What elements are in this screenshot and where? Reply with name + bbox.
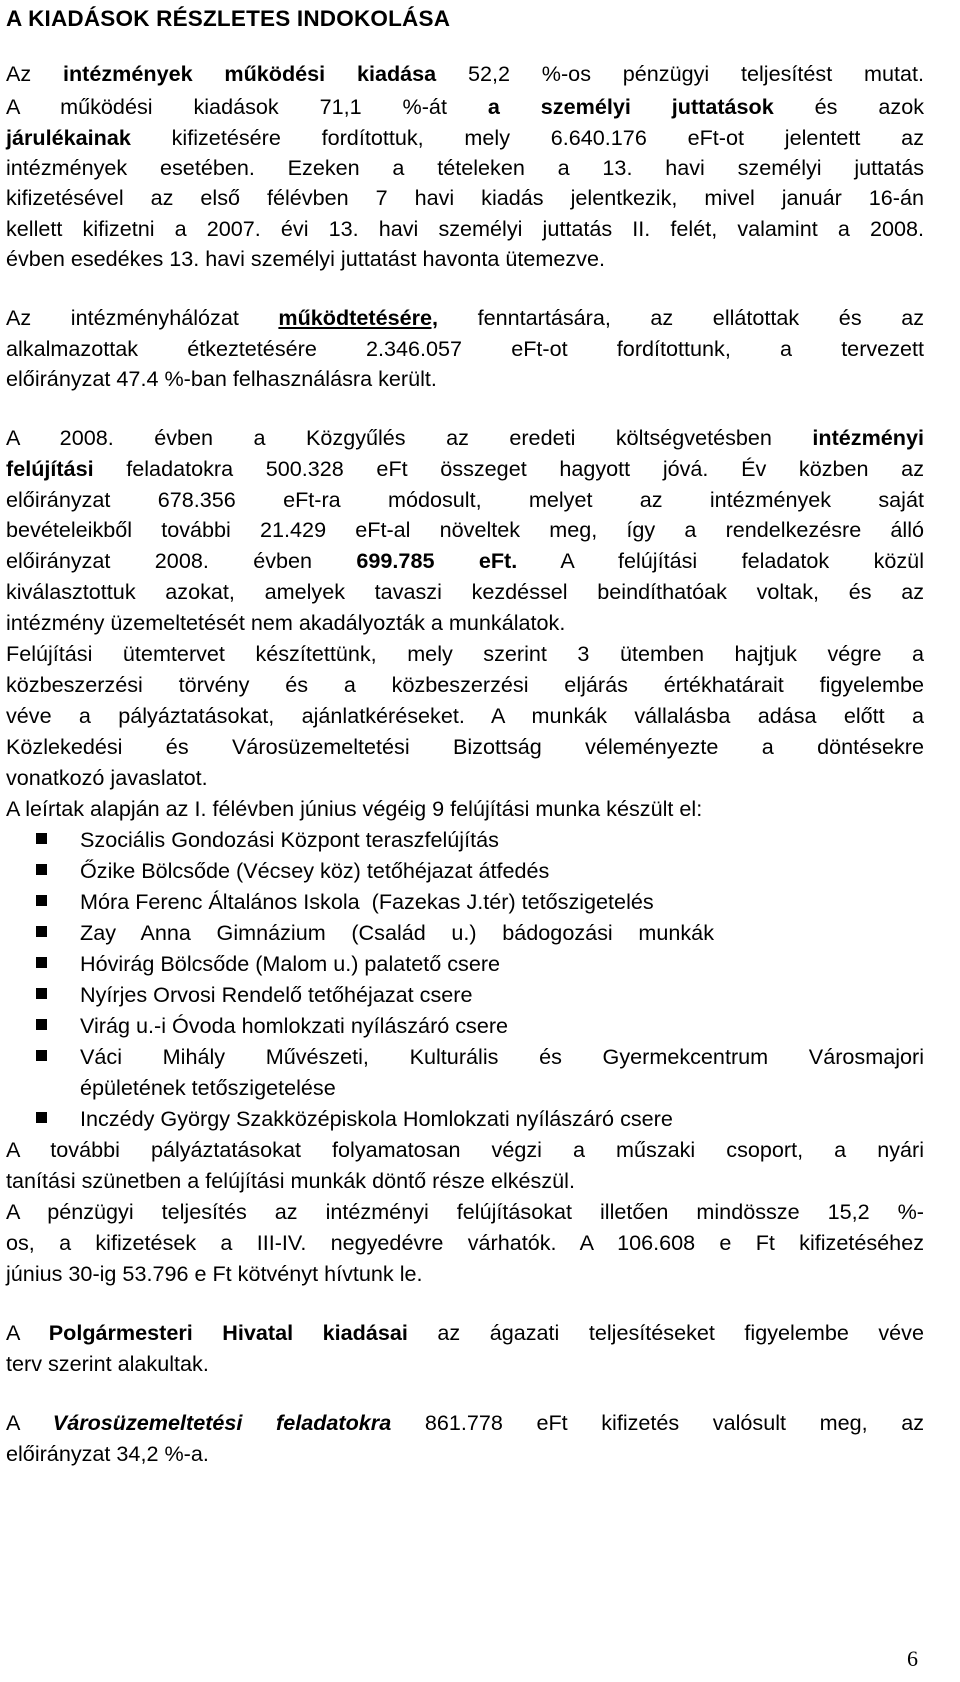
- page-number: 6: [907, 1646, 918, 1671]
- bullet-square-icon: [36, 864, 47, 875]
- bold-text: járulékainak: [6, 125, 131, 150]
- para6-line1: A pénzügyi teljesítés az intézményi felújításokat illetően mindössze 15,2 %-: [6, 1199, 924, 1224]
- text: 861.778 eFt kifizetés valósult meg, az: [391, 1410, 924, 1435]
- list-item: Virág u.-i Óvoda homlokzati nyílászáró csere: [80, 1013, 509, 1038]
- para1-line7: évben esedékes 13. havi személyi juttatást havonta ütemezve.: [6, 246, 605, 271]
- para6-line2: os, a kifizetések a III-IV. negyedévre várhatók. A 106.608 e Ft kifizetéséhez: [6, 1230, 924, 1255]
- text: Az intézményhálózat: [6, 305, 279, 330]
- para3-line4: bevételeikből további 21.429 eFt-al növeltek meg, így a rendelkezésre álló: [6, 517, 924, 542]
- list-item: Nyírjes Orvosi Rendelő tetőhéjazat csere: [80, 982, 473, 1007]
- list-item: Szociális Gondozási Központ teraszfelújítás: [80, 827, 499, 852]
- text: kifizetésére fordítottuk, mely 6.640.176 eFt-ot jelentett az: [130, 125, 924, 150]
- list-item: Móra Ferenc Általános Iskola (Fazekas J.tér) tetőszigetelés: [80, 889, 654, 914]
- para1-line6: kellett kifizetni a 2007. évi 13. havi személyi juttatás II. felét, valamint a 2008.: [6, 216, 924, 241]
- bullet-square-icon: [36, 1112, 47, 1123]
- section-heading: A KIADÁSOK RÉSZLETES INDOKOLÁSA: [6, 6, 451, 31]
- list-item: Őzike Bölcsőde (Vécsey köz) tetőhéjazat átfedés: [80, 858, 550, 883]
- para1-line1: [6, 63, 924, 85]
- para4-line3: véve a pályáztatásokat, ajánlatkéréseket. A munkák vállalásba adása előtt a: [6, 703, 924, 728]
- list-item: Hóvirág Bölcsőde (Malom u.) palatető csere: [80, 951, 501, 976]
- text: feladatokra 500.328 eFt összeget hagyott jóvá. Év közben az: [93, 456, 924, 481]
- para7-line1: [6, 1322, 924, 1344]
- para1-line4: intézmények esetében. Ezeken a tételeken a 13. havi személyi juttatás: [6, 155, 924, 180]
- para4-line4: Közlekedési és Városüzemeltetési Bizottság véleményezte a döntésekre: [6, 734, 924, 759]
- para8-line2: előirányzat 34,2 %-a.: [6, 1441, 209, 1466]
- text: A 2008. évben a Közgyűlés az eredeti költségvetésben: [6, 425, 813, 450]
- bold-text: 699.785 eFt.: [356, 548, 518, 573]
- para1-line3: [6, 127, 924, 149]
- list-item: Zay Anna Gimnázium (Család u.) bádogozási munkák: [80, 920, 714, 945]
- para4-line1: Felújítási ütemtervet készítettünk, mely szerint 3 ütemben hajtjuk végre a: [6, 641, 924, 666]
- list-item: Váci Mihály Művészeti, Kulturális és Gyermekcentrum Városmajori: [80, 1044, 924, 1069]
- bullet-square-icon: [36, 988, 47, 999]
- para7-line2: terv szerint alakultak.: [6, 1351, 209, 1376]
- bold-text: felújítási: [6, 456, 94, 481]
- bold-text: a személyi juttatások: [487, 94, 774, 119]
- para6-line3: június 30-ig 53.796 e Ft kötvényt hívtunk le.: [6, 1261, 423, 1286]
- text: A: [6, 1320, 49, 1345]
- text: és azok: [773, 94, 925, 119]
- para3-line7: intézmény üzemeltetését nem akadályozták a munkálatok.: [6, 610, 566, 635]
- para5-line2: tanítási szünetben a felújítási munkák döntő része elkészül.: [6, 1168, 575, 1193]
- bullet-square-icon: [36, 895, 47, 906]
- para1-line5: kifizetésével az első félévben 7 havi kiadás jelentkezik, mivel január 16-án: [6, 185, 924, 210]
- para3-line2: [6, 458, 924, 480]
- text: Az: [6, 61, 63, 86]
- text: A felújítási feladatok közül: [517, 548, 924, 573]
- bullet-square-icon: [36, 833, 47, 844]
- text: előirányzat 2008. évben: [6, 548, 357, 573]
- para3-line1: [6, 427, 924, 449]
- para8-line1: [6, 1412, 924, 1434]
- text: A: [6, 1410, 53, 1435]
- bold-text: intézményi: [812, 425, 924, 450]
- para3-line6: kiválasztottuk azokat, amelyek tavaszi kezdéssel beindíthatóak voltak, és az: [6, 579, 924, 604]
- para4-line2: közbeszerzési törvény és a közbeszerzési eljárás értékhatárait figyelembe: [6, 672, 924, 697]
- para4-line5: vonatkozó javaslatot.: [6, 765, 208, 790]
- bold-italic-text: Városüzemeltetési feladatokra: [52, 1410, 392, 1435]
- para2-line1: [6, 307, 924, 329]
- para5-line1: A további pályáztatásokat folyamatosan végzi a műszaki csoport, a nyári: [6, 1137, 924, 1162]
- bold-underlined-text: működtetésére,: [278, 305, 439, 330]
- bold-text: intézmények működési kiadása: [62, 61, 437, 86]
- bullet-square-icon: [36, 1050, 47, 1061]
- list-intro: A leírtak alapján az I. félévben június végéig 9 felújítási munka készült el:: [6, 796, 703, 821]
- para2-line3: előirányzat 47.4 %-ban felhasználásra került.: [6, 366, 437, 391]
- bullet-square-icon: [36, 926, 47, 937]
- bullet-square-icon: [36, 1019, 47, 1030]
- para3-line3: előirányzat 678.356 eFt-ra módosult, melyet az intézmények saját: [6, 487, 924, 512]
- text: 52,2 %-os pénzügyi teljesítést mutat.: [436, 61, 924, 86]
- bullet-square-icon: [36, 957, 47, 968]
- list-item-continuation: épületének tetőszigetelése: [80, 1075, 336, 1100]
- list-item: Inczédy György Szakközépiskola Homlokzati nyílászáró csere: [80, 1106, 673, 1131]
- para3-line5: [6, 550, 924, 572]
- text: az ágazati teljesítéseket figyelembe véve: [407, 1320, 924, 1345]
- text: A működési kiadások 71,1 %-át: [6, 94, 488, 119]
- bold-text: Polgármesteri Hivatal kiadásai: [48, 1320, 408, 1345]
- text: fenntartására, az ellátottak és az: [438, 305, 924, 330]
- para2-line2: alkalmazottak étkeztetésére 2.346.057 eFt-ot fordítottunk, a tervezett: [6, 336, 924, 361]
- para1-line2: [6, 96, 924, 118]
